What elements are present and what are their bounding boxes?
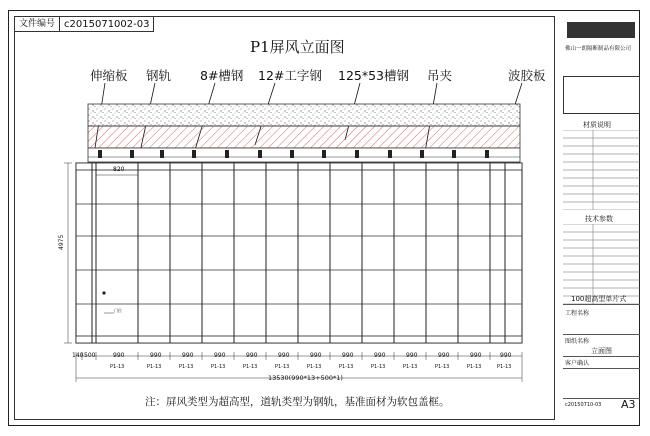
callout-channel-steel-125: 125*53槽钢 bbox=[338, 68, 410, 83]
company-name: 佛山一朗隔断制品有限公司 bbox=[565, 46, 632, 52]
callout-i-beam-12: 12#工字钢 bbox=[258, 68, 322, 83]
door-handle bbox=[102, 291, 105, 294]
drawing-note: 注：屏风类型为超高型，道轨类型为钢轨，基准面材为软包盖框。 bbox=[145, 396, 450, 408]
callout-steel-rail: 钢轨 bbox=[146, 68, 172, 83]
panel-code: P1-13 bbox=[339, 364, 354, 370]
callout-corrugated-board: 波胶板 bbox=[508, 68, 546, 83]
drawing-name: 立面图 bbox=[591, 347, 612, 355]
panel-code: P1-13 bbox=[147, 364, 162, 370]
wall-outline bbox=[76, 163, 522, 343]
dim-990: 990 bbox=[246, 352, 258, 359]
drawing-title: P1屏风立面图 bbox=[250, 38, 345, 56]
dim-990: 990 bbox=[310, 352, 322, 359]
dim-990: 990 bbox=[470, 352, 482, 359]
stamp-box bbox=[563, 76, 640, 114]
dim-990: 990 bbox=[278, 352, 290, 359]
panel-code: P1-13 bbox=[403, 364, 418, 370]
dim-990: 990 bbox=[214, 352, 226, 359]
dim-990: 990 bbox=[374, 352, 386, 359]
doc-number-label: 文件编号 bbox=[19, 19, 56, 29]
dim-990: 990 bbox=[182, 352, 194, 359]
product-type: 100超高型单片式 bbox=[571, 295, 627, 303]
dim-990: 990 bbox=[150, 352, 162, 359]
callout-channel-steel-8: 8#槽钢 bbox=[200, 68, 244, 83]
panel-width-dim: 820 bbox=[113, 166, 125, 173]
tech-title: 技术参数 bbox=[585, 215, 613, 223]
drawing-name-label: 图纸名称 bbox=[565, 338, 590, 345]
panel-code: P1-13 bbox=[211, 364, 226, 370]
drawing-number: c20150710-03 bbox=[565, 402, 602, 408]
dim-990: 990 bbox=[406, 352, 418, 359]
dim-500: 500 bbox=[84, 352, 96, 359]
total-dimension: 13530(990*13+500*1) bbox=[268, 374, 343, 382]
material-title: 材质说明 bbox=[583, 121, 611, 129]
dim-140: 140 bbox=[72, 352, 84, 359]
door-label: 门位 bbox=[114, 308, 122, 313]
hatched-layer bbox=[88, 126, 520, 148]
panel-code: P1-13 bbox=[243, 364, 258, 370]
dim-990: 990 bbox=[438, 352, 450, 359]
client-confirm-label: 客户确认 bbox=[565, 360, 590, 367]
concrete-slab bbox=[88, 104, 520, 126]
panel-code: P1-13 bbox=[371, 364, 386, 370]
panel-code: P1-13 bbox=[467, 364, 482, 370]
callout-hanging-clip: 吊夹 bbox=[427, 68, 453, 83]
title-block bbox=[563, 16, 640, 420]
height-dim: 4975 bbox=[58, 234, 65, 250]
doc-number: c2015071002-03 bbox=[59, 17, 153, 31]
callout-expansion-board: 伸缩板 bbox=[90, 68, 128, 83]
panel-code: P1-13 bbox=[497, 364, 512, 370]
project-label: 工程名称 bbox=[565, 310, 590, 317]
dim-990: 990 bbox=[342, 352, 354, 359]
panel-code: P1-13 bbox=[275, 364, 290, 370]
panel-code: P1-13 bbox=[307, 364, 322, 370]
panel-code: P1-13 bbox=[179, 364, 194, 370]
dim-990: 990 bbox=[500, 352, 512, 359]
company-logo bbox=[567, 22, 635, 38]
panel-code: P1-13 bbox=[435, 364, 450, 370]
sheet-size: A3 bbox=[621, 398, 636, 411]
panel-code: P1-13 bbox=[110, 364, 125, 370]
dim-990: 990 bbox=[113, 352, 125, 359]
material-table bbox=[563, 130, 640, 210]
